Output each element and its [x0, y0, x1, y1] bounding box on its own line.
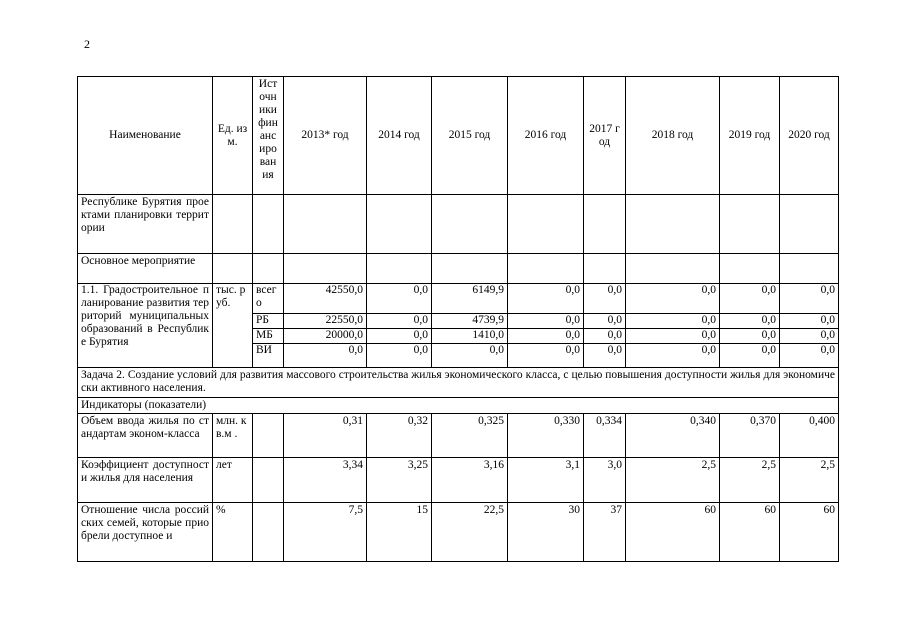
header-source: Ист очн ики фин анс иро ван ия	[253, 77, 284, 195]
table-cell: 2,5	[626, 458, 720, 503]
table-row	[78, 398, 839, 414]
header-year: 2020 год	[780, 77, 839, 195]
table-cell: 3,34	[284, 458, 367, 503]
table-cell: 2,5	[720, 458, 780, 503]
activity-1-1-name: 1.1. Градостроительное планирование развития территорий муниципальных образований в Республике Бурятия	[78, 284, 213, 368]
funding-source: МБ	[253, 329, 284, 344]
table-cell: 0,32	[367, 414, 432, 458]
table-cell: 37	[584, 503, 626, 562]
main-activity-label: Основное мероприятие	[78, 254, 213, 284]
table-row	[78, 503, 839, 562]
indicators-label: Индикаторы (показатели)	[78, 398, 839, 414]
program-table	[77, 76, 839, 562]
table-cell: 0,0	[432, 344, 508, 368]
table-cell: 60	[780, 503, 839, 562]
table-row	[78, 368, 839, 398]
table-cell: 0,0	[780, 329, 839, 344]
table-cell: 0,0	[720, 284, 780, 314]
table-cell: 0,400	[780, 414, 839, 458]
activity-1-1-unit: тыс. руб.	[213, 284, 253, 368]
table-cell: 0,0	[780, 314, 839, 329]
table-cell: 0,0	[626, 284, 720, 314]
indicator-unit: млн. кв.м .	[213, 414, 253, 458]
table-cell: 0,330	[508, 414, 584, 458]
table-row	[78, 254, 839, 284]
table-cell: 60	[626, 503, 720, 562]
table-cell: 0,370	[720, 414, 780, 458]
table-cell: 0,0	[508, 284, 584, 314]
table-cell: 0,31	[284, 414, 367, 458]
table-row	[78, 284, 839, 314]
header-year: 2016 год	[508, 77, 584, 195]
task-2-text: Задача 2. Создание условий для развития массового строительства жилья экономического класса, с целью повышения доступности жилья для экономически активного населения.	[78, 368, 839, 398]
indicator-unit: лет	[213, 458, 253, 503]
table-row	[78, 414, 839, 458]
table-cell: 60	[720, 503, 780, 562]
header-year: 2015 год	[432, 77, 508, 195]
table-cell: 0,0	[367, 314, 432, 329]
table-cell: 2,5	[780, 458, 839, 503]
header-year: 2019 год	[720, 77, 780, 195]
table-cell: 0,0	[508, 344, 584, 368]
table-cell: 22550,0	[284, 314, 367, 329]
table-cell: 0,0	[780, 344, 839, 368]
header-year: 2017 год	[584, 77, 626, 195]
table-cell: 42550,0	[284, 284, 367, 314]
table-cell: 1410,0	[432, 329, 508, 344]
table-row	[78, 458, 839, 503]
table-cell: 3,16	[432, 458, 508, 503]
table-cell: 6149,9	[432, 284, 508, 314]
funding-source: всего	[253, 284, 284, 314]
table-cell: 22,5	[432, 503, 508, 562]
table-cell: 0,0	[508, 314, 584, 329]
header-unit: Ед. изм.	[213, 77, 253, 195]
table-cell: 0,0	[780, 284, 839, 314]
indicator-name: Отношение числа российских семей, которые приобрели доступное и	[78, 503, 213, 562]
table-cell: 0,334	[584, 414, 626, 458]
table-cell: 0,0	[584, 329, 626, 344]
table-cell: 0,0	[508, 329, 584, 344]
table-cell: 0,0	[284, 344, 367, 368]
table-cell: 7,5	[284, 503, 367, 562]
table-cell: 0,0	[584, 314, 626, 329]
header-year: 2013* год	[284, 77, 367, 195]
table-cell: 20000,0	[284, 329, 367, 344]
indicator-name: Объем ввода жилья по стандартам эконом-класса	[78, 414, 213, 458]
table-cell: 0,0	[584, 284, 626, 314]
indicator-unit: %	[213, 503, 253, 562]
table-cell: 15	[367, 503, 432, 562]
table-cell: 0,0	[720, 344, 780, 368]
table-cell: 0,0	[626, 344, 720, 368]
indicator-name: Коэффициент доступности жилья для населения	[78, 458, 213, 503]
table-cell: 3,1	[508, 458, 584, 503]
table-cell: 3,25	[367, 458, 432, 503]
funding-source: РБ	[253, 314, 284, 329]
table-cell: 0,0	[367, 284, 432, 314]
table-row	[78, 195, 839, 254]
table-cell: 0,0	[367, 344, 432, 368]
header-year: 2018 год	[626, 77, 720, 195]
table-cell: 3,0	[584, 458, 626, 503]
table-cell: 0,0	[720, 329, 780, 344]
table-cell: 0,0	[626, 329, 720, 344]
table-cell: 0,325	[432, 414, 508, 458]
table-cell: 0,0	[367, 329, 432, 344]
header-name: Наименование	[78, 77, 213, 195]
page-number: 2	[84, 37, 90, 51]
table-cell: 0,0	[584, 344, 626, 368]
continuation-name: Республике Бурятия проектами планировки территории	[78, 195, 213, 254]
table-cell: 0,340	[626, 414, 720, 458]
table-cell: 4739,9	[432, 314, 508, 329]
header-year: 2014 год	[367, 77, 432, 195]
table-cell: 0,0	[626, 314, 720, 329]
funding-source: ВИ	[253, 344, 284, 368]
table-cell: 0,0	[720, 314, 780, 329]
header-row	[78, 77, 839, 195]
table-cell: 30	[508, 503, 584, 562]
